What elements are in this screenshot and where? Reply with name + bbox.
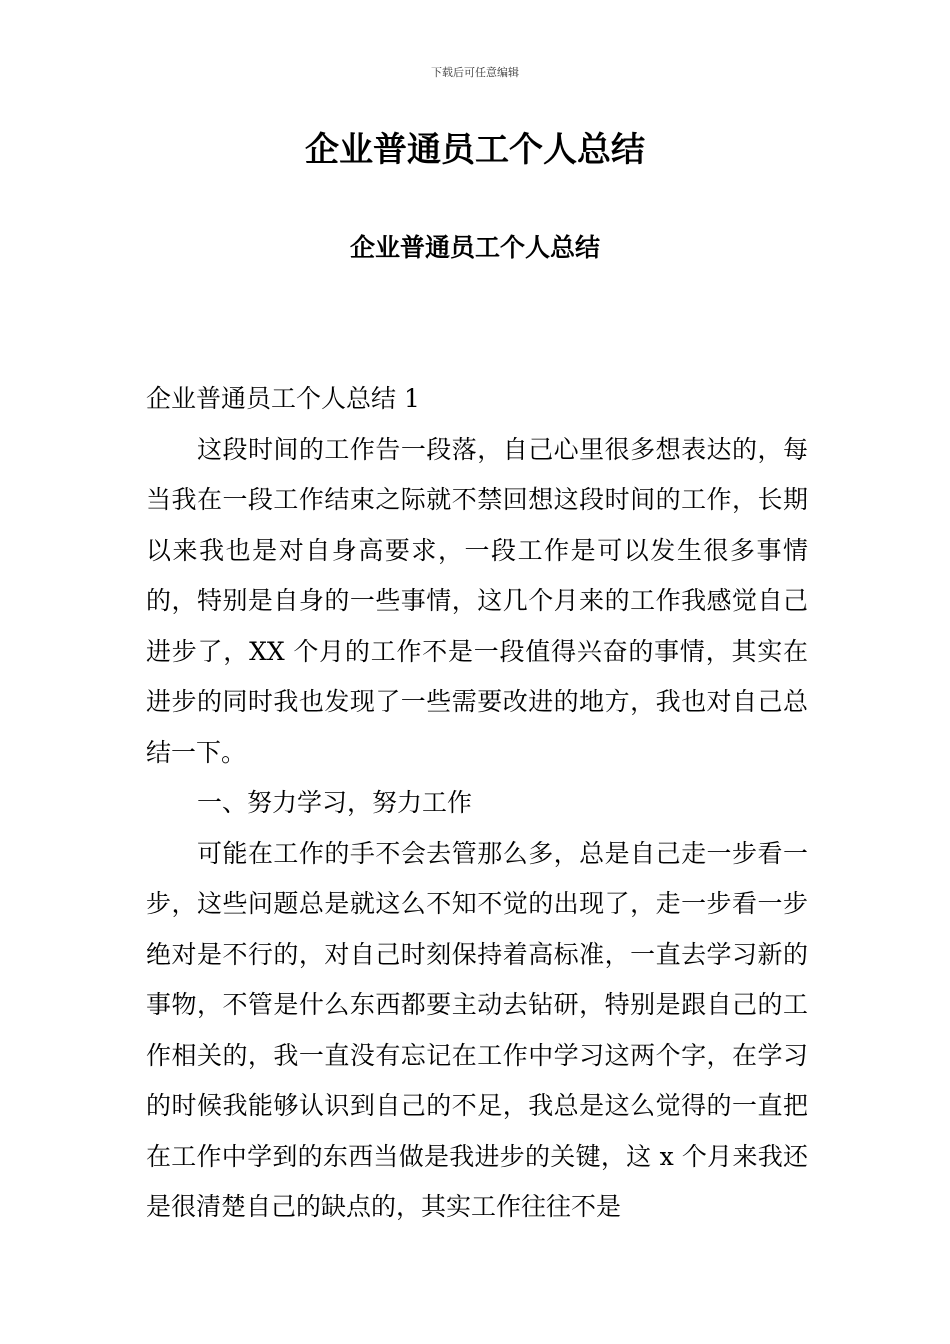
paragraph-heading-study: 一、努力学习，努力工作 xyxy=(197,788,473,817)
paragraph-intro: 这段时间的工作告一段落，自己心里很多想表达的，每当我在一段工作结束之际就不禁回想这段时间的工作，长期以来我也是对自身高要求，一段工作是可以发生很多事情的，特别是自身的一些事情，这几个月来的工作我感觉自己进步了，XX 个月的工作不是一段值得兴奋的事情，其实在进步的同时我也发现了一些需要改进的地方，我也对自己总结一下。 xyxy=(146,434,808,767)
paragraph-study: 可能在工作的手不会去管那么多，总是自己走一步看一步，这些问题总是就这么不知不觉的出现了，走一步看一步绝对是不行的，对自己时刻保持着高标准，一直去学习新的事物，不管是什么东西都要主动去钻研，特别是跟自己的工作相关的，我一直没有忘记在工作中学习这两个字，在学习的时候我能够认识到自己的不足，我总是这么觉得的一直把在工作中学到的东西当做是我进步的关键，这 x 个月来我还是很清楚自己的缺点的，其实工作往往不是 xyxy=(146,838,808,1221)
document-subtitle: 企业普通员工个人总结 xyxy=(349,233,600,262)
header-note: 下载后可任意编辑 xyxy=(431,66,519,79)
section-heading: 企业普通员工个人总结 1 xyxy=(146,384,420,413)
document-title: 企业普通员工个人总结 xyxy=(305,130,645,170)
document-body xyxy=(146,374,808,1233)
